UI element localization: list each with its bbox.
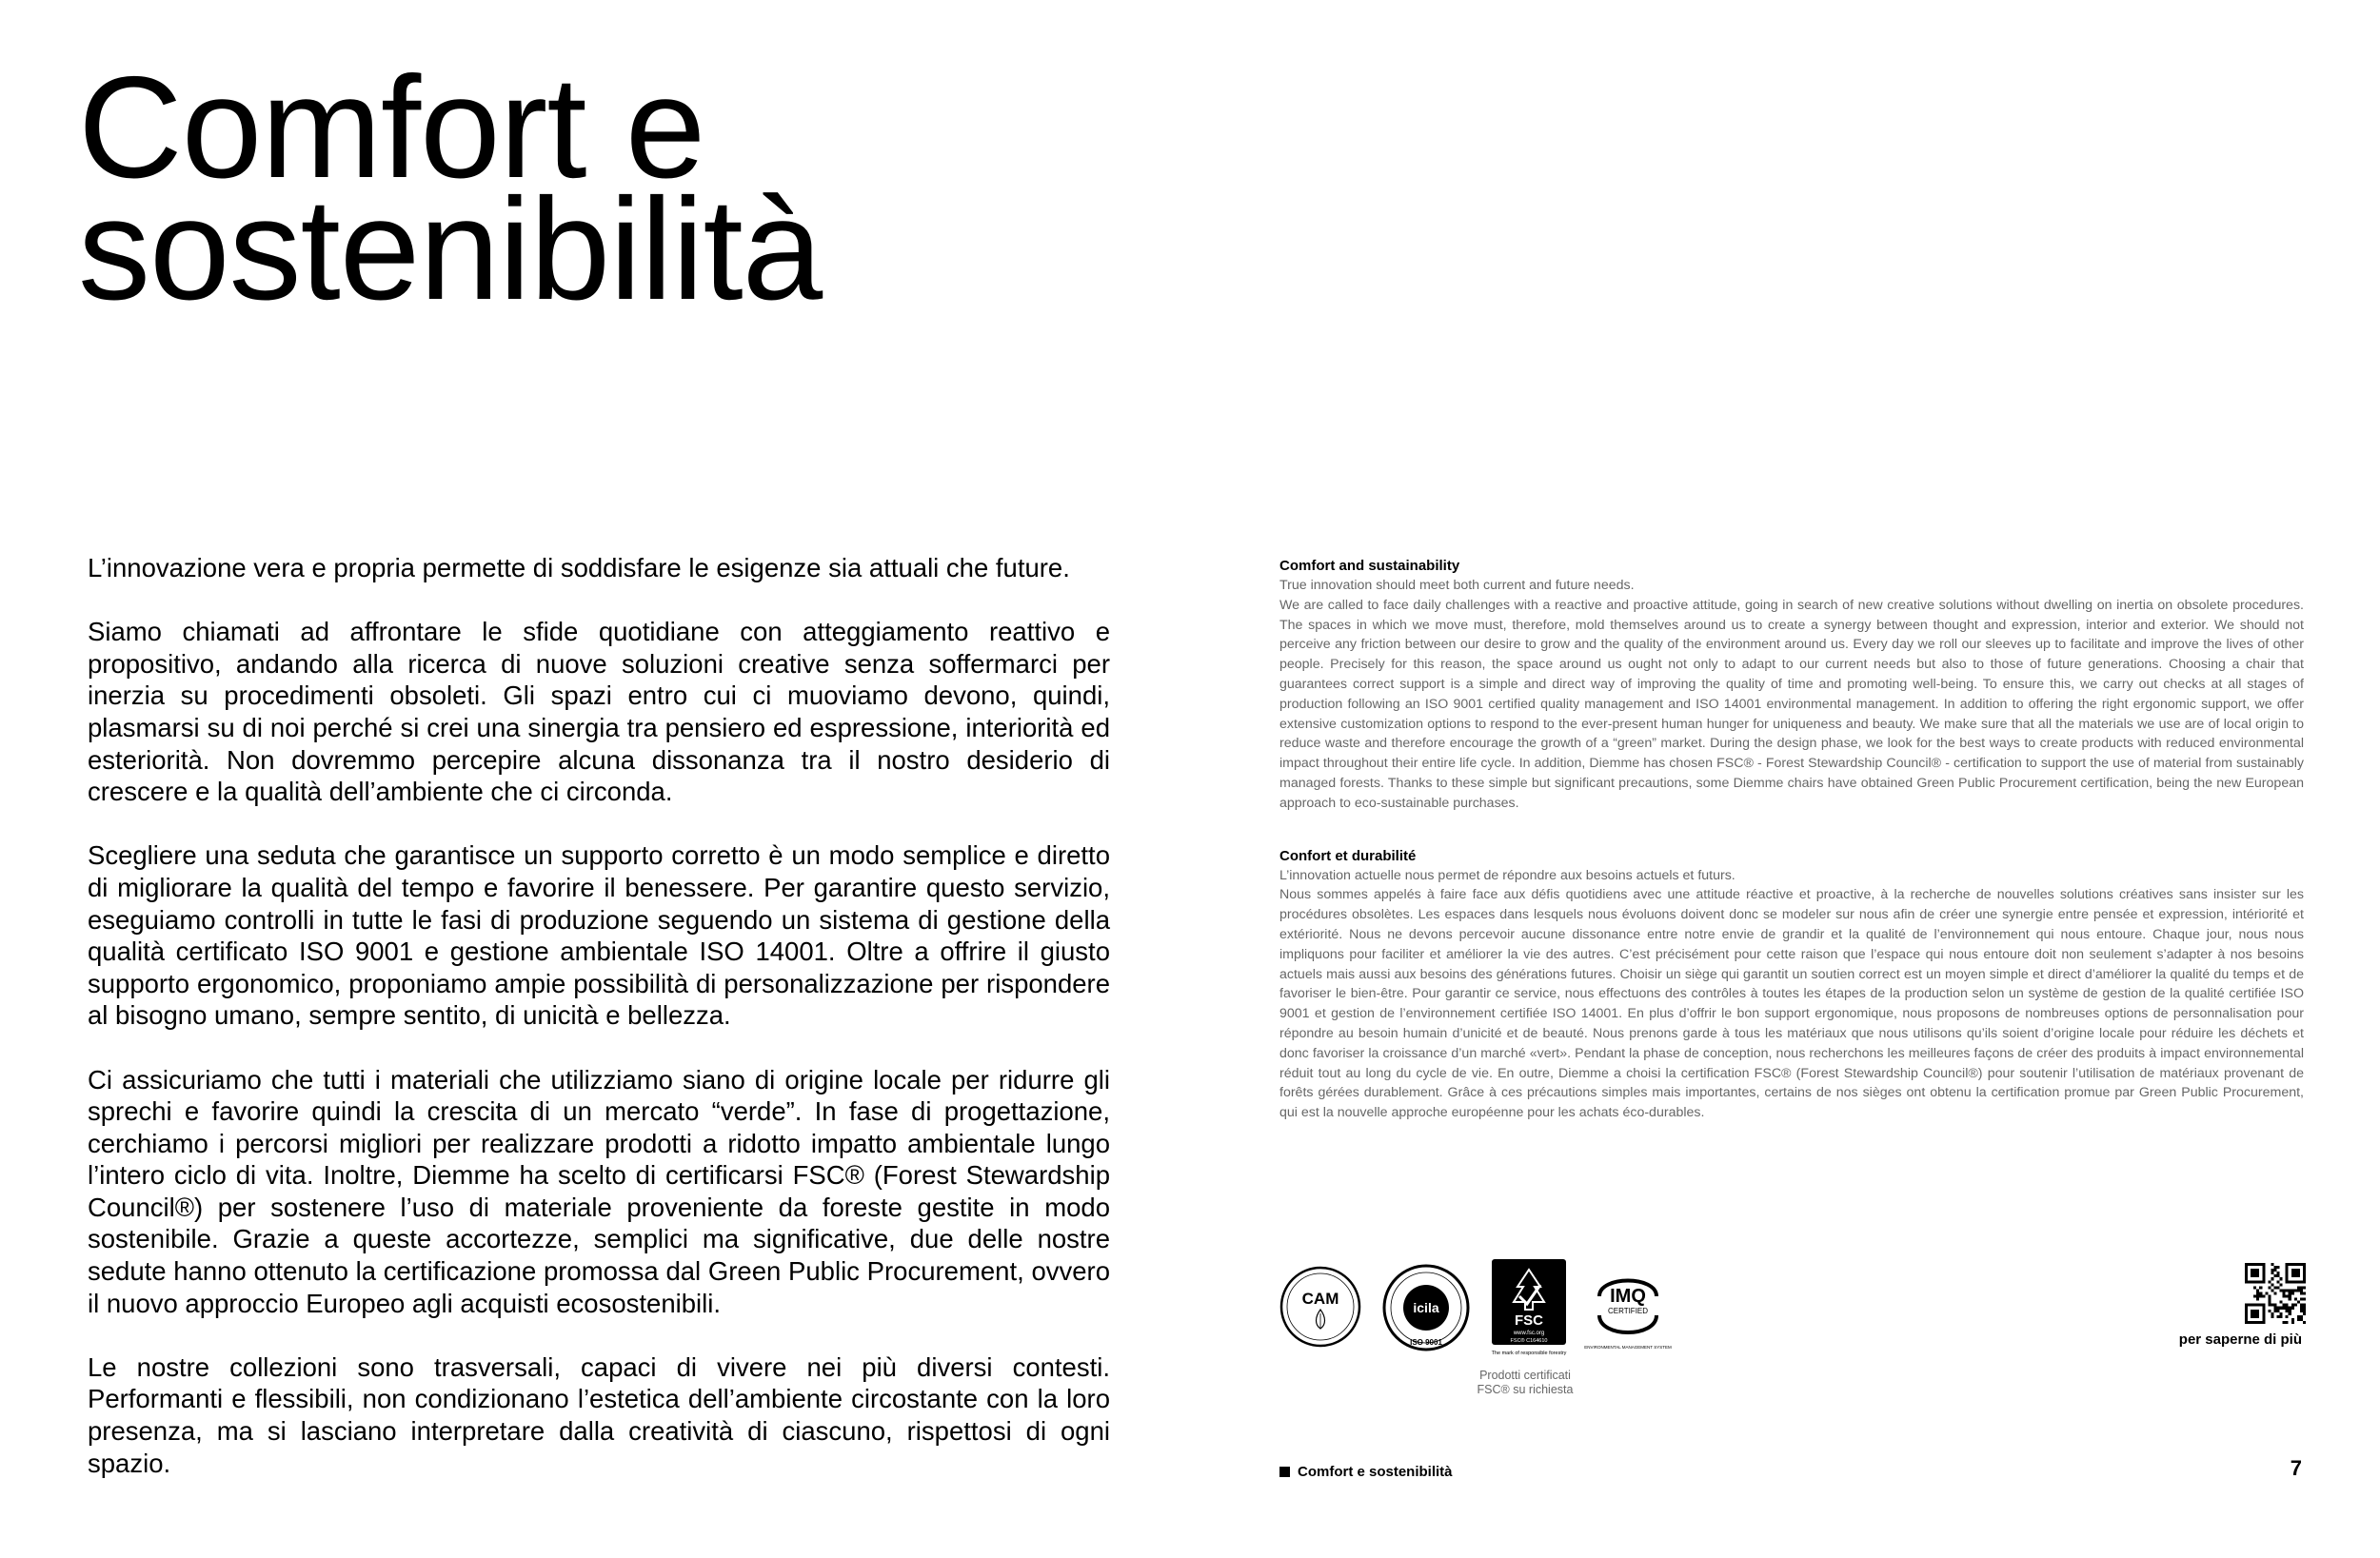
italian-paragraph-2: Siamo chiamati ad affrontare le sfide quotidiane con atteggiamento reattivo e propositivo, andando alla ricerca di nuove soluzioni creative senza soffermarci per inerzia su procedimenti obsoleti. Gli spazi entro cui ci muoviamo devono, quindi, plasmarsi su di noi perché si crei una sinergia tra pensiero ed espressione, interiorità ed esteriorità. Non dovremmo percepire alcuna dissonanza tra il nostro desiderio di crescere e la qualità dell’ambiente che ci circonda. xyxy=(88,617,1110,807)
english-body: We are called to face daily challenges with a reactive and proactive attitude, going in search of new creative solutions without dwelling on inertia on obsolete procedures. The spaces in which we move must, therefore, mold themselves around us to create a synergy between thought and expression, interior and exterior. We should not perceive any friction between our desire to grow and the quality of the environment around us. Every day we roll our sleeves up to facilitate and improve the lives of other people. Precisely for this reason, the space around us ought not only to adapt to our current needs but also to those of future generations. Choosing a chair that guarantees correct support is a simple and direct way of improving the quality of time and promoting well-being. To ensure this, we carry out checks at all stages of production following an ISO 9001 certified quality management and ISO 14001 environmental management. In addition to offering the right ergonomic support, we offer extensive customization options to respond to the ever-present human hunger for uniqueness and beauty. We make sure that all the materials we use are of local origin to reduce waste and therefore encourage the growth of a “green” market. During the design phase, we look for the best ways to create products with reduced environmental impact throughout their entire life cycle. In addition, Diemme has chosen FSC® - Forest Stewardship Council® - certification to support the use of material from sustainably managed forests. Thanks to these simple but significant precautions, some Diemme chairs have obtained Green Public Procurement certification, being the new European approach to eco-sustainable purchases. xyxy=(1279,597,2304,811)
icila-logo xyxy=(1382,1264,1470,1351)
italian-paragraph-1: L’innovazione vera e propria permette di soddisfare le esigenze sia attuali che future. xyxy=(88,553,1070,582)
fsc-logo xyxy=(1491,1258,1567,1369)
english-heading: Comfort and sustainability xyxy=(1279,558,1460,574)
translations xyxy=(1279,556,2304,1155)
italian-paragraph-4: Ci assicuriamo che tutti i materiali che utilizziamo siano di origine locale per ridurre gli sprechi e favorire quindi la crescita di un mercato “verde”. In fase di progettazione, cerchiamo i percorsi migliori per realizzare prodotti a ridotto impatto ambientale lungo l’intero ciclo di vita. Inoltre, Diemme ha scelto di certificarsi FSC® (Forest Stewardship Council®) per sostenere l’uso di materiale proveniente da foreste gestite in modo sostenibile. Grazie a queste accortezze, semplici ma significative, due delle nostre sedute hanno ottenuto la certificazione promossa dal Green Public Procurement, ovvero il nuovo approccio Europeo agli acquisti ecosostenibili. xyxy=(88,1064,1110,1318)
icila-label: icila xyxy=(1413,1300,1439,1315)
fsc-mark: The mark of responsible forestry xyxy=(1491,1351,1567,1356)
qr-more-info-label: per saperne di più xyxy=(2178,1331,2302,1348)
page-title xyxy=(78,47,823,330)
fsc-caption xyxy=(1468,1369,1582,1397)
footer-section-label: Comfort e sostenibilità xyxy=(1298,1464,1453,1480)
english-section xyxy=(1279,556,2304,814)
italian-paragraph-5: Le nostre collezioni sono trasversali, capaci di vivere nei più diversi contesti. Performanti e flessibili, non condizionano l’estetica dell’ambiente circostante con la loro presenza, ma si lasciano interpretare dalla creatività di ciascuno, rispettosi di ogni spazio. xyxy=(88,1351,1110,1478)
footer-section xyxy=(1279,1464,1453,1480)
page-number: 7 xyxy=(2290,1456,2302,1480)
title-line-1: Comfort e xyxy=(78,47,705,208)
imq-certified: CERTIFIED xyxy=(1607,1307,1649,1315)
fsc-caption-line-2: FSC® su richiesta xyxy=(1477,1383,1574,1396)
qr-code-icon xyxy=(2245,1263,2306,1324)
icila-sub: ISO 9001 xyxy=(1410,1338,1442,1347)
french-body: Nous sommes appelés à faire face aux défis quotidiens avec une attitude réactive et proactive, à la recherche de nouvelles solutions créatives sans insister sur les procédures obsolètes. Les espaces dans lesquels nous évoluons doivent donc se modeler sur nous afin de créer une synergie entre pensée et expression, intériorité et extériorité. Nous ne devons percevoir aucune dissonance entre notre envie de grandir et la qualité de l’environnement qui nous entoure. Chaque jour, nous nous impliquons pour faciliter et améliorer la vie des autres. C’est précisément pour cette raison que l’espace qui nous entoure doit non seulement s’adapter à nos besoins actuels mais aussi aux besoins des générations futures. Choisir un siège qui garantit un soutien correct est un moyen simple et direct d’améliorer la qualité du temps et de favoriser le bien-être. Pour garantir ce service, nous effectuons des contrôles à toutes les étapes de la production selon un système de gestion de la qualité certifiée ISO 9001 et gestion de l’environnement certifiée ISO 14001. En plus d’offrir le bon support ergonomique, nous proposons de nombreuses options de personnalisation pour répondre au besoin humain d’unicité et de beauté. Nous prenons garde à tous les matériaux que nous utilisons qu’ils soient d’origine locale pour réduire les déchets et donc favoriser la croissance d’un marché «vert». Pendant la phase de conception, nous recherchons les meilleures façons de créer des produits à impact environnemental réduit tout au long du cycle de vie. En outre, Diemme a choisi la certification FSC® (Forest Stewardship Council®) pour soutenir l’utilisation de matériaux provenant de forêts gérées durablement. Grâce à ces précautions simples mais importantes, certains de nos sièges ont obtenu la certification promue par Green Public Procurement, qui est la nouvelle approche européenne pour les achats éco-durables. xyxy=(1279,887,2304,1121)
imq-sub: ENVIRONMENTAL MANAGEMENT SYSTEM xyxy=(1584,1345,1672,1350)
french-section xyxy=(1279,846,2304,1123)
italian-body xyxy=(88,552,1110,1511)
fsc-label: FSC xyxy=(1515,1312,1543,1329)
cam-label: CAM xyxy=(1301,1290,1339,1308)
french-heading: Confort et durabilité xyxy=(1279,847,1417,864)
qr-code[interactable] xyxy=(2245,1263,2306,1329)
italian-paragraph-3: Scegliere una seduta che garantisce un supporto corretto è un modo semplice e diretto di migliorare la qualità del tempo e favorire il benessere. Per garantire questo servizio, eseguiamo controlli in tutte le fasi di produzione seguendo un sistema di gestione della qualità certificato ISO 9001 e gestione ambientale ISO 14001. Oltre a offrire il giusto supporto ergonomico, proponiamo ampie possibilità di personalizzazione per rispondere al bisogno umano, sempre sentito, di unicità e bellezza. xyxy=(88,840,1110,1031)
fsc-code: FSC® C164610 xyxy=(1510,1338,1548,1344)
imq-label: IMQ xyxy=(1610,1286,1646,1307)
fsc-url: www.fsc.org xyxy=(1513,1331,1545,1336)
imq-logo xyxy=(1584,1262,1672,1353)
fsc-caption-line-1: Prodotti certificati xyxy=(1479,1369,1571,1382)
cam-logo xyxy=(1279,1266,1361,1348)
english-lead: True innovation should meet both current and future needs. xyxy=(1279,578,1635,593)
title-line-2: sostenibilità xyxy=(78,168,823,330)
footer-square-icon xyxy=(1279,1467,1290,1477)
french-lead: L’innovation actuelle nous permet de répondre aux besoins actuels et futurs. xyxy=(1279,867,1735,883)
